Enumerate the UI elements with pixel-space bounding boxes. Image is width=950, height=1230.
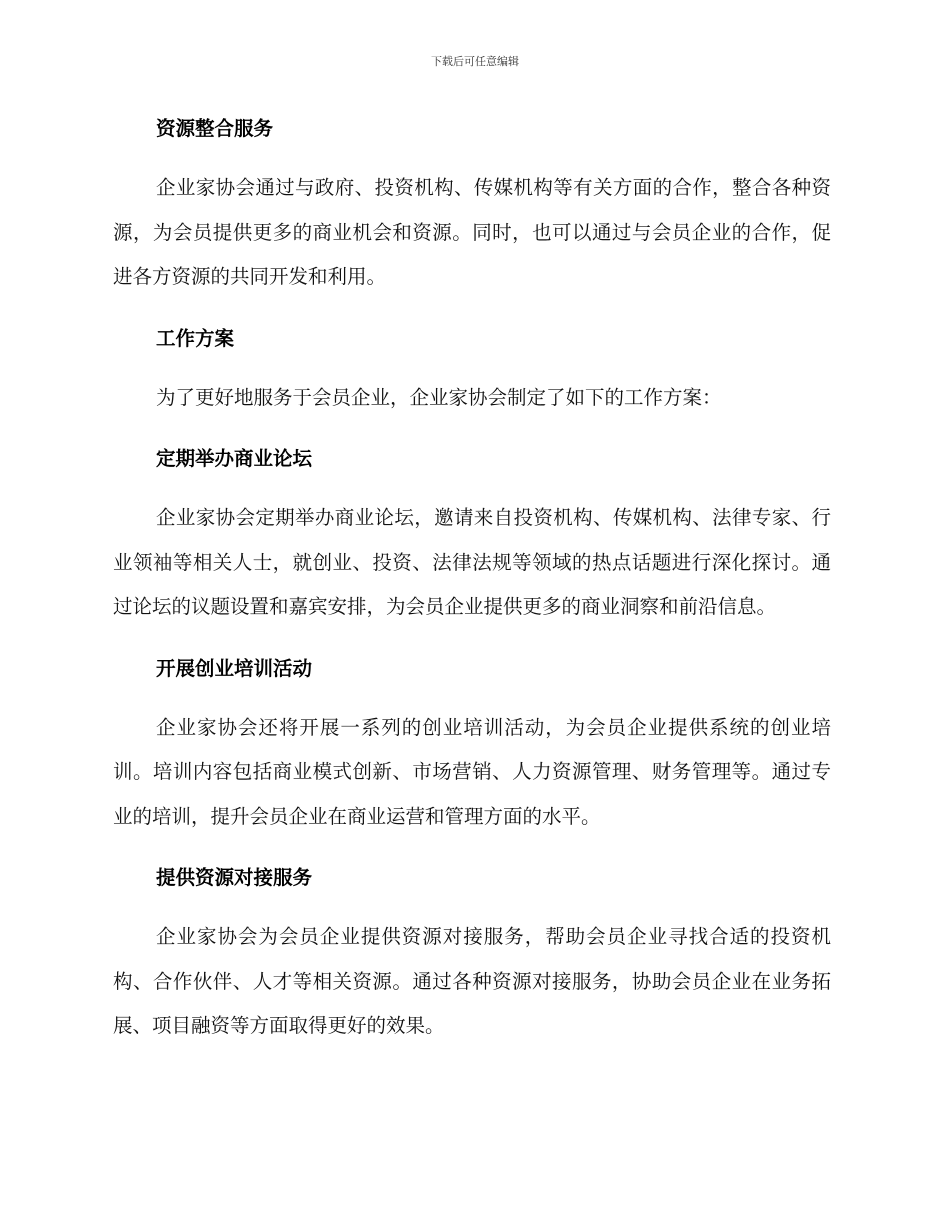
section-heading-business-forum: 定期举办商业论坛 (156, 447, 313, 470)
section-heading-resource-matching: 提供资源对接服务 (156, 866, 313, 889)
section-paragraph-startup-training: 企业家协会还将开展一系列的创业培训活动，为会员企业提供系统的创业培训。培训内容包括商业模式创新、市场营销、人力资源管理、财务管理等。通过专业的培训，提升会员企业在商业运营和管理方面的水平。 (113, 715, 831, 828)
spacer (113, 839, 831, 861)
page-header-note: 下载后可任意编辑 (431, 55, 519, 68)
section-paragraph-work-plan: 为了更好地服务于会员企业，企业家协会制定了如下的工作方案： (156, 385, 722, 409)
section-paragraph-resource-matching: 企业家协会为会员企业提供资源对接服务，帮助会员企业寻找合适的投资机构、合作伙伴、人才等相关资源。通过各种资源对接服务，协助会员企业在业务拓展、项目融资等方面取得更好的效果。 (113, 925, 831, 1037)
section-heading-work-plan: 工作方案 (156, 326, 235, 350)
section-heading-resource-integration: 资源整合服务 (156, 117, 274, 140)
spacer (113, 356, 831, 376)
section-heading-startup-training: 开展创业培训活动 (156, 656, 313, 680)
document-body (113, 112, 831, 1049)
spacer (113, 686, 831, 706)
section-paragraph-business-forum: 企业家协会定期举办商业论坛，邀请来自投资机构、传媒机构、法律专家、行业领袖等相关人士，就创业、投资、法律法规等领域的热点话题进行深化探讨。通过论坛的议题设置和嘉宾安排，为会员企业提供更多的商业洞察和前沿信息。 (113, 506, 831, 618)
spacer (113, 476, 831, 496)
spacer (113, 146, 831, 166)
spacer (113, 420, 831, 442)
spacer (113, 895, 831, 915)
section-paragraph-resource-integration: 企业家协会通过与政府、投资机构、传媒机构等有关方面的合作，整合各种资源，为会员提供更多的商业机会和资源。同时，也可以通过与会员企业的合作，促进各方资源的共同开发和利用。 (113, 176, 831, 288)
spacer (113, 300, 831, 322)
spacer (113, 630, 831, 652)
